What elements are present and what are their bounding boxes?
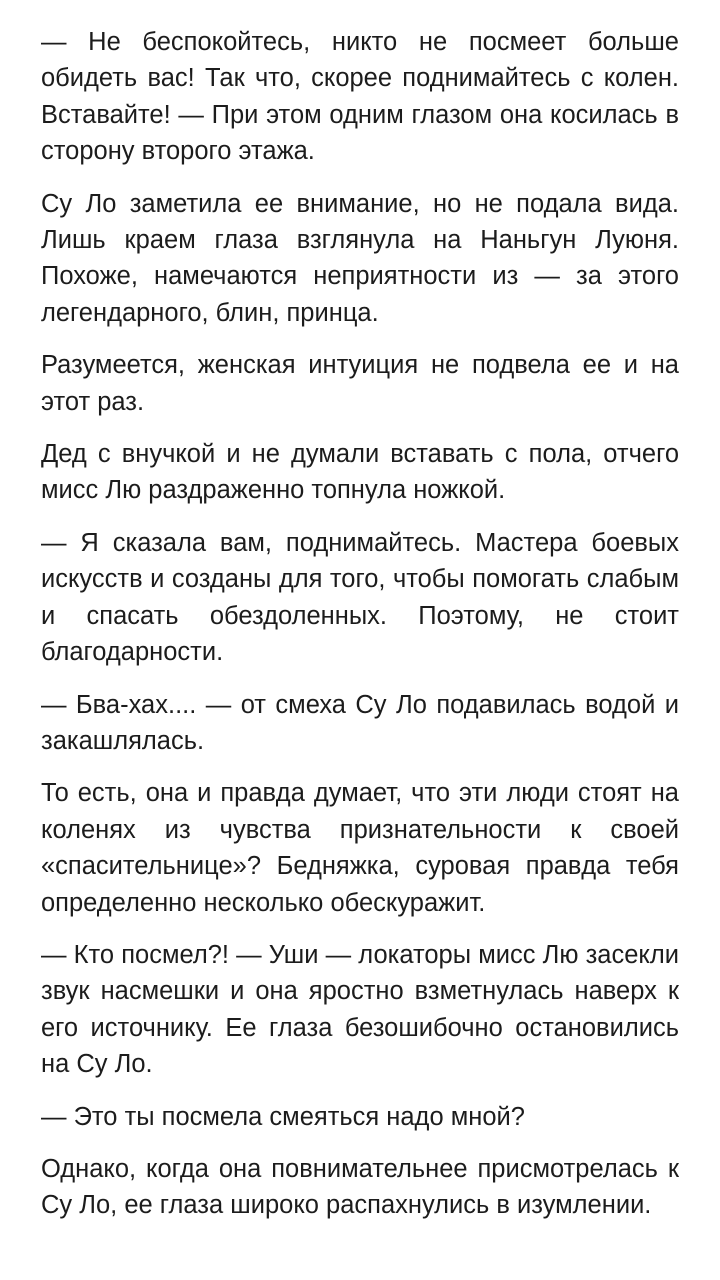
paragraph-9: — Это ты посмела смеяться надо мной? (41, 1102, 525, 1131)
paragraph-8: — Кто посмел?! — Уши — локаторы мисс Лю засекли звук насмешки и она яростно взметнулась наверх к его источнику. Ее глаза безошибочно остановились на Су Ло. (41, 940, 679, 1079)
paragraph-6: — Бва-хах.... — от смеха Су Ло подавилась водой и закашлялась. (41, 690, 679, 755)
paragraph-1: — Не беспокойтесь, никто не посмеет больше обидеть вас! Так что, скорее поднимайтесь с колен. Вставайте! — При этом одним глазом она косилась в сторону второго этажа. (41, 28, 679, 166)
paragraph-3: Разумеется, женская интуиция не подвела ее и на этот раз. (41, 351, 679, 416)
paragraph-10: Однако, когда она повнимательнее присмотрелась к Су Ло, ее глаза широко распахнулись в изумлении. (41, 1154, 679, 1220)
paragraph-2: Су Ло заметила ее внимание, но не подала вида. Лишь краем глаза взглянула на Наньгун Луюня. Похоже, намечаются неприятности из — за этого легендарного, блин, принца. (41, 189, 679, 327)
reader-page[interactable] (41, 0, 679, 1280)
paragraph-7: То есть, она и правда думает, что эти люди стоят на коленях из чувства признательности к своей «спасительнице»? Бедняжка, суровая правда тебя определенно несколько обескуражит. (41, 779, 679, 917)
paragraph-5: — Я сказала вам, поднимайтесь. Мастера боевых искусств и созданы для того, чтобы помогать слабым и спасать обездоленных. Поэтому, не стоит благодарности. (41, 528, 679, 667)
paragraph-4: Дед с внучкой и не думали вставать с пола, отчего мисс Лю раздраженно топнула ножкой. (41, 440, 679, 505)
